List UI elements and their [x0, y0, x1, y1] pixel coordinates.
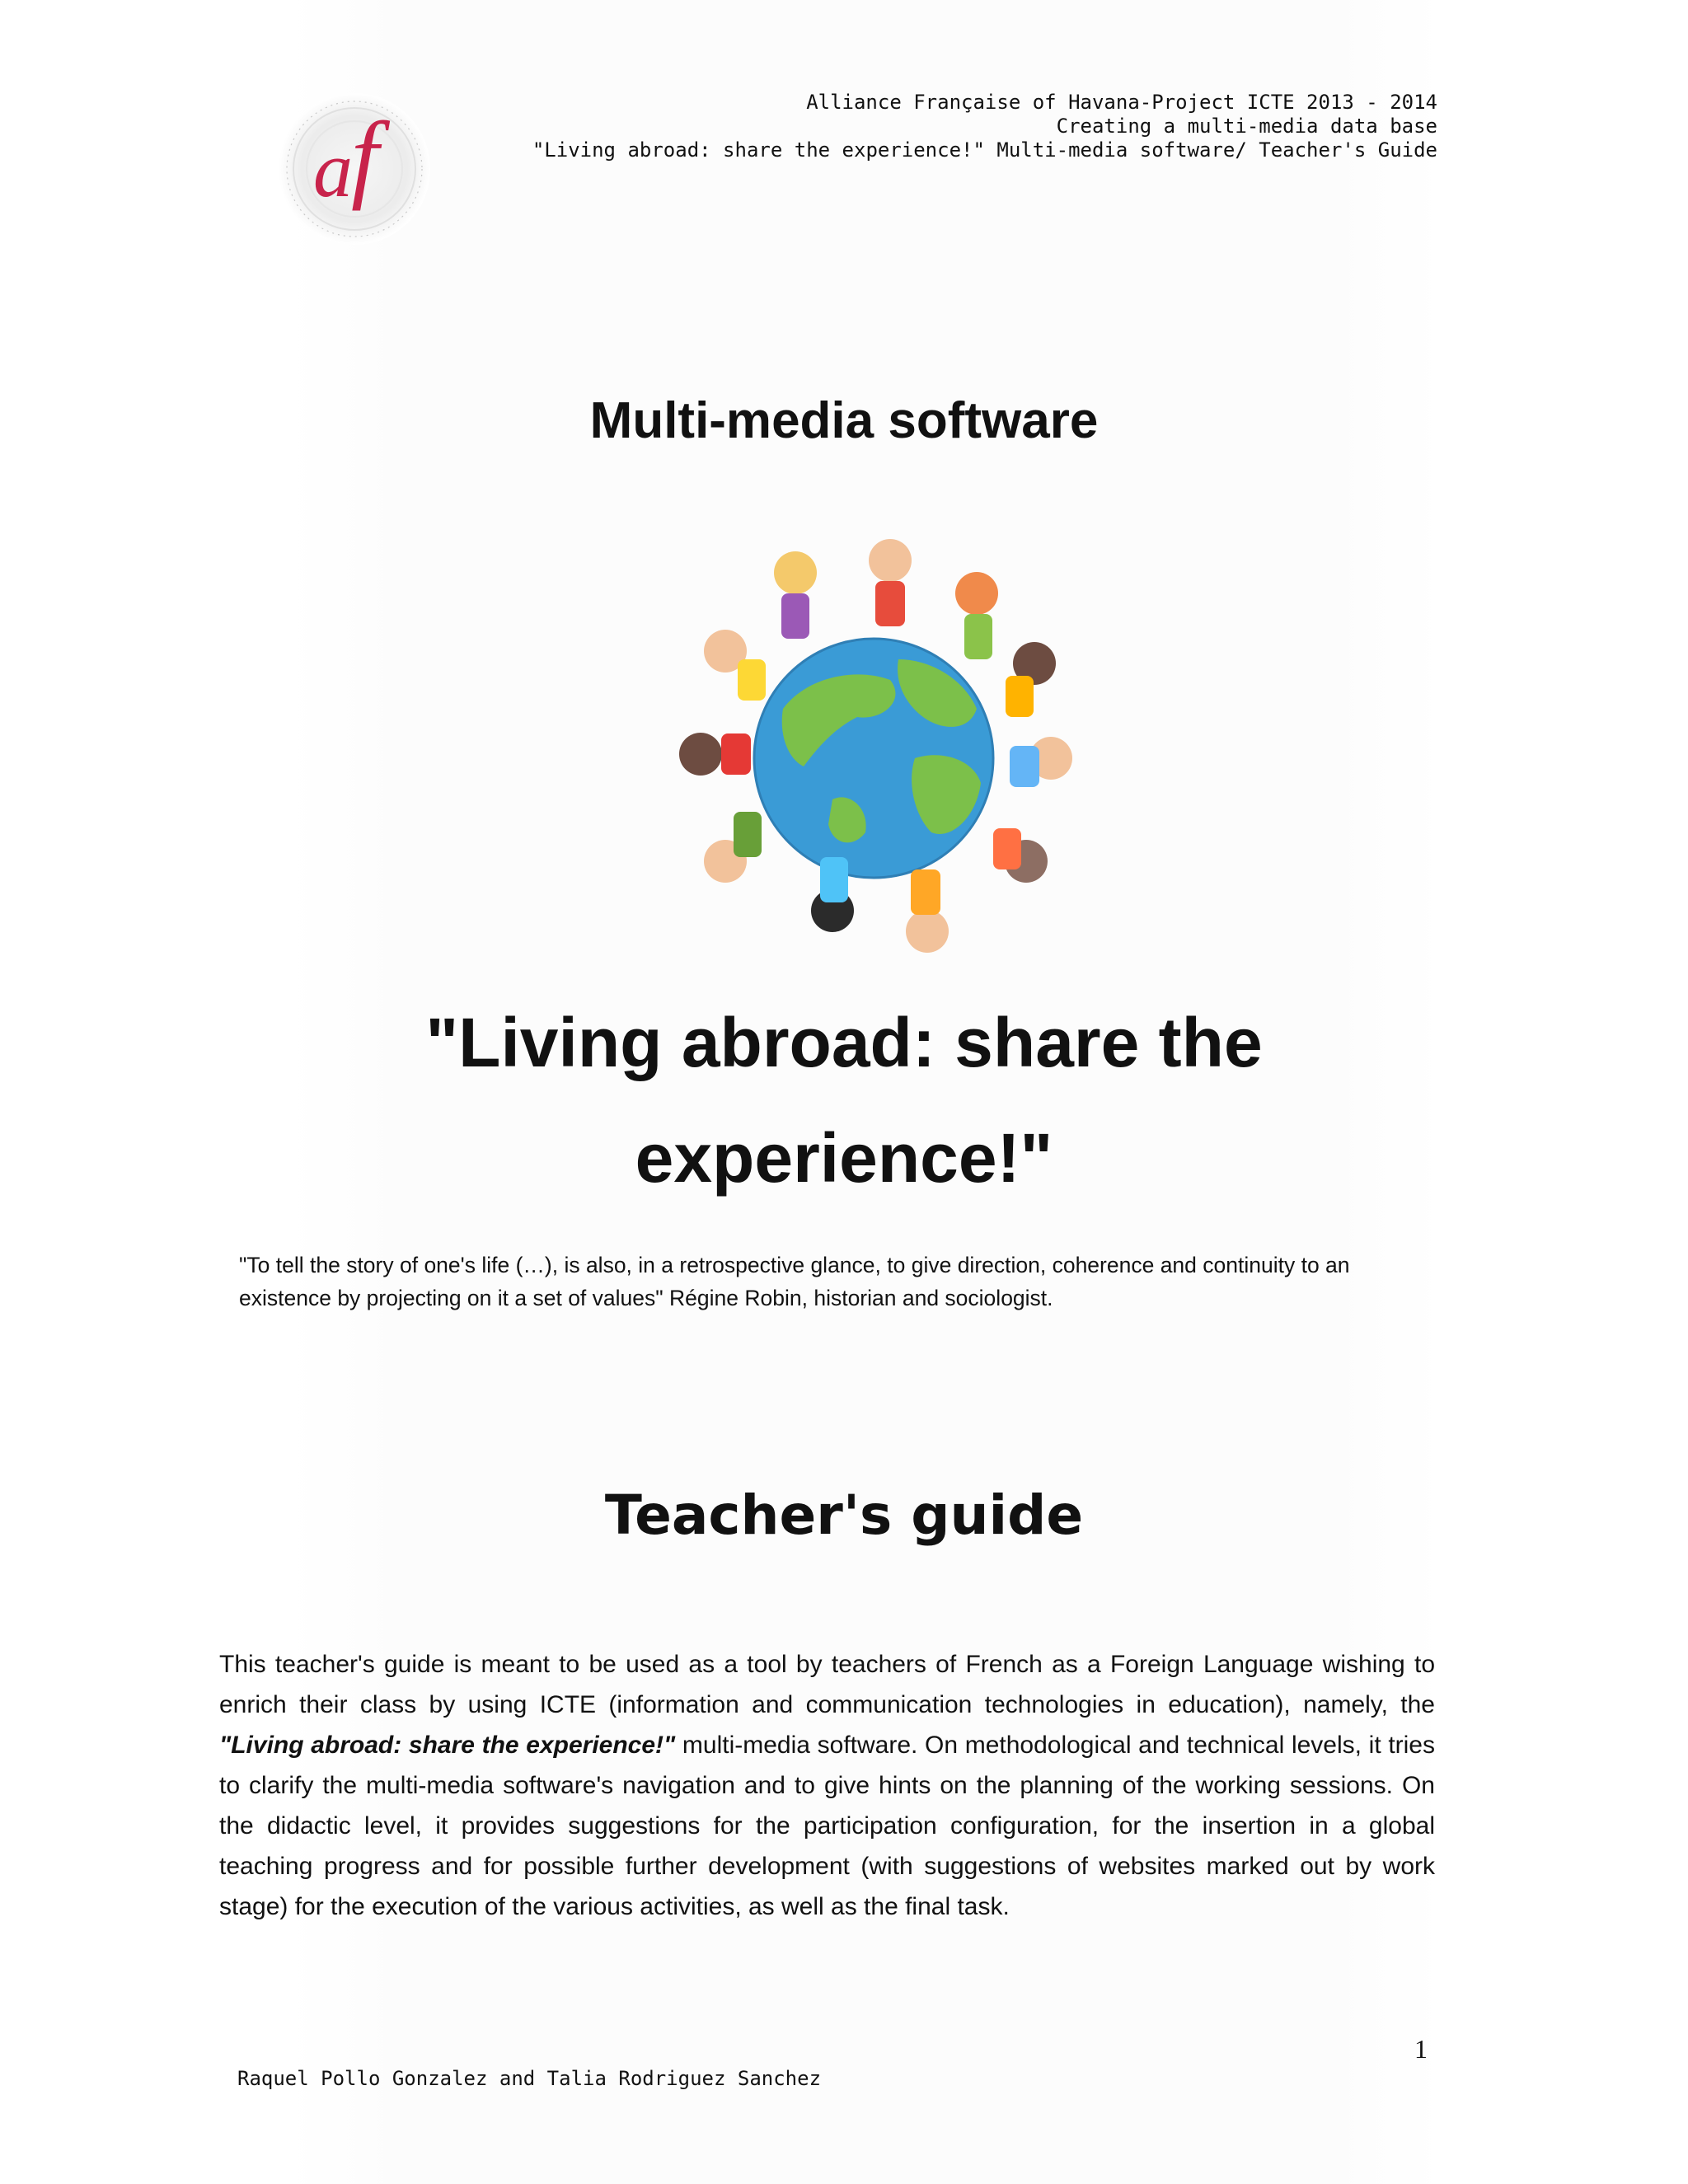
- header-line-guide: "Living abroad: share the experience!" Multi-media software/ Teacher's Guide: [532, 138, 1437, 162]
- epigraph-quote: "To tell the story of one's life (…), is also, in a retrospective glance, to give direction, coherence and continuity to an existence by projecting on it a set of values" Régine Robin, historian and sociologist.: [239, 1253, 1350, 1310]
- document-header: [531, 91, 1437, 162]
- section-title-teachers-guide: Teacher's guide: [604, 1483, 1084, 1547]
- main-title: [0, 985, 1688, 1216]
- intro-paragraph: [219, 1644, 1435, 1927]
- globe-with-children-icon: [643, 536, 1104, 972]
- page-number: 1: [1414, 2034, 1428, 2064]
- intro-paragraph-part2: multi-media software. On methodological and technical levels, it tries to clarify the multi-media software's navigation and to give hints on the planning of the working sessions. On the didactic level, it provides suggestions for the participation configuration, for the insertion in a global teaching progress and for possible further development (with suggestions of websites marked out by work stage) for the execution of the various activities, as well as the final task.: [219, 1732, 1435, 1920]
- main-title-line1: "Living abroad: share the: [425, 1004, 1263, 1081]
- intro-paragraph-emphasis: "Living abroad: share the experience!": [219, 1732, 676, 1759]
- svg-text:a: a: [313, 125, 353, 213]
- main-title-line2: experience!": [635, 1119, 1053, 1197]
- footer-authors: Raquel Pollo Gonzalez and Talia Rodriguez Sanchez: [237, 2067, 822, 2090]
- intro-paragraph-part1: This teacher's guide is meant to be used as a tool by teachers of French as a Foreign Language wishing to enrich their class by using ICTE (information and communication technologies in education), namely, the: [219, 1651, 1435, 1718]
- alliance-francaise-logo: [272, 91, 437, 247]
- svg-text:f: f: [351, 101, 379, 211]
- header-line-project: Alliance Française of Havana-Project ICTE 2013 - 2014: [806, 91, 1437, 114]
- header-line-database: Creating a multi-media data base: [1056, 115, 1437, 138]
- section-title-multimedia: Multi-media software: [589, 392, 1099, 449]
